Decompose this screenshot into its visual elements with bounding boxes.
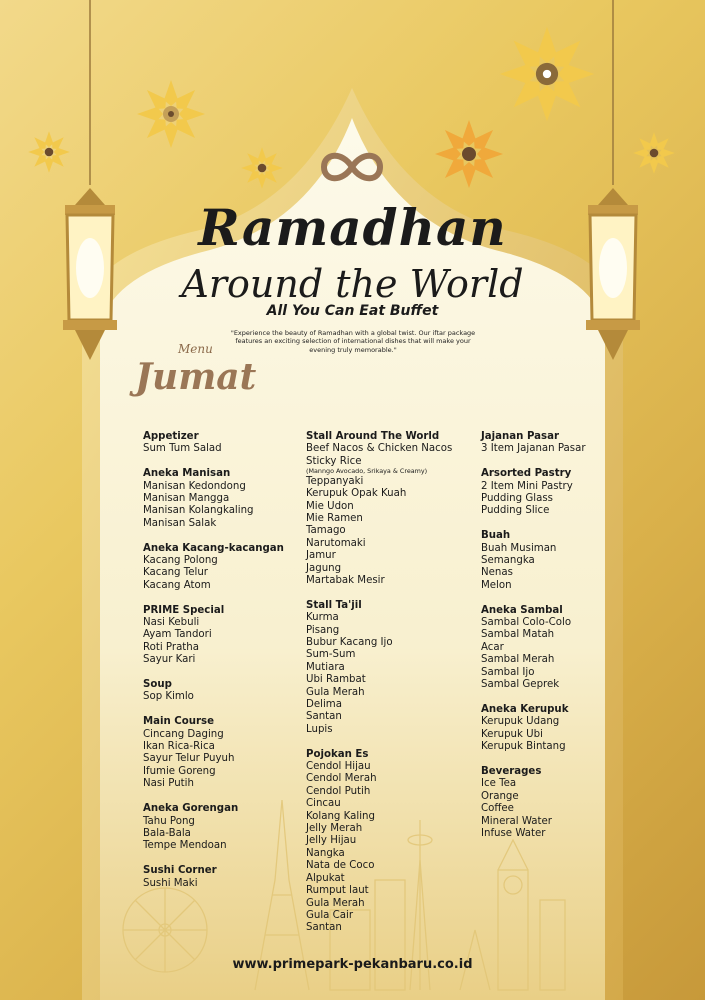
menu-item: Manisan Mangga (143, 493, 230, 505)
section-title: Stall Around The World (306, 431, 440, 442)
menu-item: Tamago (306, 525, 346, 537)
mandala-ornament-icon (433, 118, 505, 190)
menu-item: Mutiara (306, 661, 345, 673)
menu-item: Tahu Pong (143, 815, 195, 827)
menu-section (306, 431, 476, 587)
menu-item: Sayur Telur Puyuh (143, 753, 235, 765)
menu-column-1 (143, 431, 303, 902)
menu-item: Kerupuk Ubi (481, 728, 543, 740)
menu-section (143, 865, 303, 890)
menu-item: Mineral Water (481, 815, 552, 827)
section-title: Buah (481, 530, 511, 542)
description-blurb: "Experience the beauty of Ramadhan with a global twist. Our iftar package features an exciting selection of international dishes that will make your evening truly memorable." (230, 329, 476, 354)
menu-label: Menu (178, 342, 213, 356)
menu-item: Mie Udon (306, 500, 354, 512)
section-title: Aneka Manisan (143, 468, 231, 480)
section-title: Stall Ta'jil (306, 599, 362, 611)
menu-item: Rumput laut (306, 885, 369, 897)
menu-item: Buah Musiman (481, 542, 557, 554)
menu-item: Kurma (306, 612, 339, 624)
menu-item: Pudding Glass (481, 493, 553, 505)
menu-section (306, 600, 476, 736)
menu-item: Bubur Kacang Ijo (306, 636, 393, 648)
menu-item: Nasi Putih (143, 778, 194, 790)
menu-item: Kolang Kaling (306, 810, 375, 822)
section-title: Aneka Gorengan (143, 803, 239, 815)
website-url: www.primepark-pekanbaru.co.id (232, 957, 473, 972)
mandala-ornament-icon (240, 146, 284, 190)
menu-item: Pisang (306, 624, 340, 636)
menu-section (143, 468, 303, 530)
menu-item: Ikan Rica-Rica (143, 741, 215, 753)
menu-item: Ubi Rambat (306, 674, 366, 686)
menu-item: Cincang Daging (143, 728, 224, 740)
menu-item: Sambal Ijo (481, 666, 535, 678)
section-title: Aneka Kerupuk (481, 703, 569, 715)
menu-item: Sushi Maki (143, 877, 198, 889)
menu-item: Semangka (481, 555, 535, 567)
menu-item: Lupis (306, 723, 333, 735)
tagline: All You Can Eat Buffet (266, 303, 439, 319)
menu-item: Jagung (306, 562, 342, 574)
section-title: Appetizer (143, 431, 199, 442)
menu-section (143, 431, 303, 456)
menu-section (143, 543, 303, 593)
menu-section (481, 704, 601, 754)
menu-item: Sambal Matah (481, 629, 555, 641)
section-title: Sushi Corner (143, 865, 217, 877)
mandala-ornament-icon (135, 78, 207, 150)
menu-item: Jelly Merah (306, 823, 363, 835)
menu-section (143, 679, 303, 704)
menu-section (481, 766, 601, 840)
menu-item: Melon (481, 579, 512, 591)
menu-item: Infuse Water (481, 827, 546, 839)
menu-item: Pudding Slice (481, 505, 550, 517)
menu-section (143, 803, 303, 853)
section-title: Aneka Sambal (481, 604, 563, 616)
menu-item: Sambal Merah (481, 654, 555, 666)
menu-item: Sticky Rice (306, 455, 362, 467)
section-title: Main Course (143, 716, 215, 728)
menu-item: Gula Cair (306, 909, 354, 921)
menu-item: Mie Ramen (306, 512, 363, 524)
menu-item: Manisan Salak (143, 517, 217, 529)
menu-section (143, 716, 303, 790)
page-subtitle: Around the World (181, 262, 524, 306)
menu-day-title: Jumat (135, 356, 257, 398)
menu-item: Sop Kimlo (143, 691, 194, 703)
menu-item: Gula Merah (306, 897, 365, 909)
menu-item: Sambal Colo-Colo (481, 617, 572, 629)
section-title: Beverages (481, 765, 542, 777)
section-title: Soup (143, 679, 172, 691)
menu-item: 3 Item Jajanan Pasar (481, 443, 586, 455)
menu-item: Teppanyaki (306, 475, 364, 487)
menu-item: Nata de Coco (306, 860, 375, 872)
menu-item: Kacang Atom (143, 579, 211, 591)
menu-item: Narutomaki (306, 537, 366, 549)
menu-item: Ifumie Goreng (143, 765, 216, 777)
menu-item: Sum Tum Salad (143, 443, 222, 455)
menu-item: Kacang Polong (143, 555, 218, 567)
menu-item: Martabak Mesir (306, 574, 385, 586)
menu-item: Alpukat (306, 872, 345, 884)
menu-item: Bala-Bala (143, 827, 191, 839)
menu-column-2 (306, 431, 476, 947)
menu-item: Roti Pratha (143, 641, 200, 653)
menu-item: Santan (306, 711, 342, 723)
menu-section (481, 530, 601, 592)
menu-section (306, 749, 476, 935)
menu-item: Nangka (306, 847, 345, 859)
menu-item: Beef Nacos & Chicken Nacos (306, 443, 453, 455)
menu-item-note: (Manngo Avocado, Srikaya & Creamy) (306, 467, 428, 476)
section-title: PRIME Special (143, 604, 225, 616)
menu-item: Coffee (481, 803, 514, 815)
menu-column-3 (481, 431, 601, 853)
menu-item: Sayur Kari (143, 654, 196, 666)
menu-item: Jamur (306, 550, 336, 562)
menu-item: Kerupuk Bintang (481, 741, 566, 753)
menu-item: Jelly Hijau (306, 835, 357, 847)
menu-section (143, 605, 303, 667)
menu-item: Kerupuk Opak Kuah (306, 488, 407, 500)
menu-item: Tempe Mendoan (143, 840, 227, 852)
menu-item: Nenas (481, 567, 513, 579)
menu-item: Cincau (306, 798, 341, 810)
menu-section (481, 605, 601, 692)
menu-item: Sambal Geprek (481, 679, 560, 691)
menu-item: Ice Tea (481, 778, 517, 790)
menu-item: Cendol Merah (306, 773, 377, 785)
menu-item: Sum-Sum (306, 649, 356, 661)
menu-section (481, 468, 601, 518)
section-title: Aneka Kacang-kacangan (143, 542, 284, 554)
section-title: Jajanan Pasar (481, 431, 559, 442)
menu-item: Manisan Kedondong (143, 480, 246, 492)
section-title: Pojokan Es (306, 748, 369, 760)
menu-item: Cendol Putih (306, 785, 371, 797)
menu-item: Nasi Kebuli (143, 617, 200, 629)
menu-item: Orange (481, 790, 519, 802)
menu-item: Manisan Kolangkaling (143, 505, 254, 517)
menu-item: Delima (306, 699, 342, 711)
menu-section (481, 431, 601, 456)
menu-item: Gula Merah (306, 686, 365, 698)
menu-item: Kerupuk Udang (481, 716, 560, 728)
menu-item: Cendol Hijau (306, 761, 371, 773)
section-title: Arsorted Pastry (481, 468, 572, 480)
menu-item: Acar (481, 641, 504, 653)
page-title: Ramadhan (198, 198, 507, 257)
infinity-logo-icon (318, 147, 386, 187)
menu-item: Kacang Telur (143, 567, 208, 579)
menu-item: Santan (306, 922, 342, 934)
menu-item: Ayam Tandori (143, 629, 212, 641)
menu-item: 2 Item Mini Pastry (481, 480, 573, 492)
